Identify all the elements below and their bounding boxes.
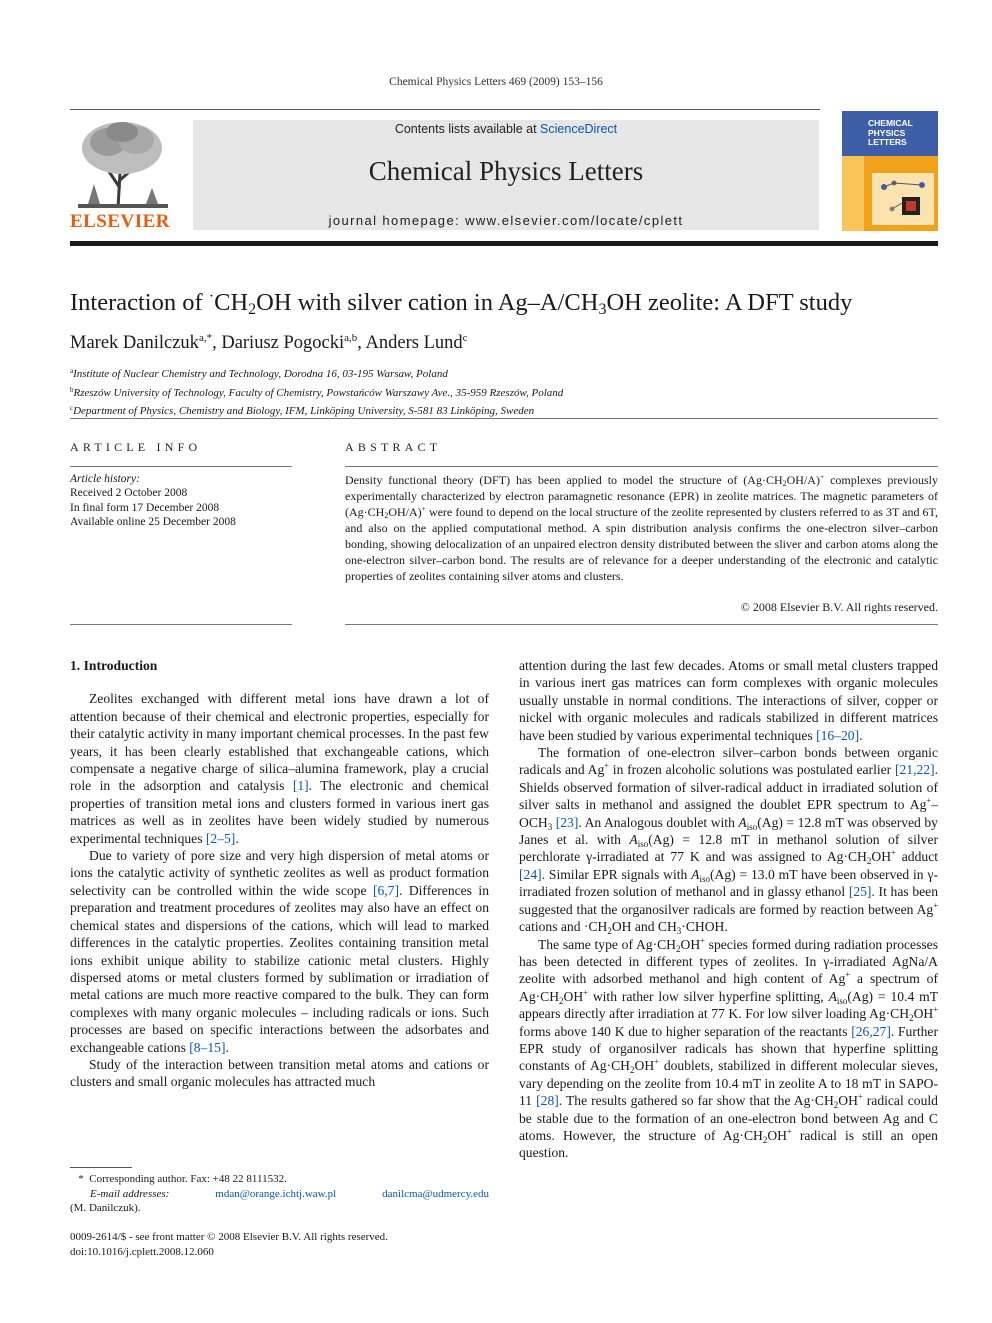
reference-link[interactable]: [21,22] [894, 762, 935, 778]
reference-link[interactable]: [26,27] [851, 1023, 891, 1039]
history-online: Available online 25 December 2008 [70, 515, 236, 528]
title-mid: OH with silver cation in Ag–A/CH [256, 289, 599, 317]
body-paragraph: The formation of one-electron silver–carbon bonds between organic radicals and Ag+ in frozen alcoholic solutions was postulated earlier [21,22]. Shields observed formation of silver-radical adduct in irradiated solution of silver salts in methanol and assigned the doublet EPR spectrum to $Ag^+-OCH_3$ [23]. An Analogous doublet with $A_{iso}(Ag) = 12.8$ mT was observed by Janes et al. with $A_{iso}(Ag) = 12.8$ mT in methanol solution of silver perchlorate γ-irradiated at 77 K and was assigned to $Ag\cdot CH_2OH^+$ adduct [24]. Similar EPR signals with $A_{iso}(Ag) = 13.0$ mT have been observed in γ-irradiated frozen solution of methanol and in glassy ethanol [25]. It has been suggested that the organosilver radicals are formed by reaction between Ag+ cations and $\cdot CH_2OH$ and $CH_3\cdot CHOH$. [519, 745, 939, 937]
footnote-emails [70, 1187, 489, 1202]
doi-line[interactable]: doi:10.1016/j.cplett.2008.12.060 [70, 1245, 214, 1258]
journal-masthead [193, 120, 819, 230]
affiliation-text: Department of Physics, Chemistry and Biology, IFM, Linköping University, S-581 83 Linköping, Sweden [73, 405, 535, 417]
affiliation-a [70, 364, 938, 383]
cover-title-line: LETTERS [868, 137, 907, 147]
article-history [70, 472, 292, 529]
cover-side-band [842, 156, 864, 231]
journal-cover-thumbnail [842, 111, 938, 231]
author-list [70, 332, 938, 354]
history-label: Article history: [70, 473, 140, 485]
issn-block [70, 1230, 489, 1259]
history-received: Received 2 October 2008 [70, 487, 188, 500]
title-sub-2: 2 [248, 301, 257, 319]
affiliation-text: Rzeszów University of Technology, Faculty of Chemistry, Powstańców Warszawy Ave., 35-959 Rzeszów, Poland [73, 386, 564, 399]
body-column-left [70, 657, 489, 1091]
body-paragraph: Zeolites exchanged with different metal ions have drawn a lot of attention because of their chemical and electronic properties, especially for their catalytic activity in many important chemical processes. In the past few years, it has been clearly established that exchangeable cations, which compensate a negative charge of silica–alumina framework, play a crucial role in the adsorption and catalysis [1]. The electronic and chemical properties of transition metal ions and clusters formed in various inert gas matrices as well as in zeolites have been widely studied by numerous experimental techniques [2–5]. [70, 691, 490, 846]
section-heading: 1. Introduction [70, 658, 158, 673]
history-revised: In final form 17 December 2008 [70, 501, 220, 514]
reference-link[interactable]: [1] [292, 778, 309, 794]
radical-dot: · [208, 288, 215, 305]
masthead-bottom-rule [70, 241, 938, 246]
reference-link[interactable]: [25] [848, 884, 872, 900]
reference-link[interactable]: [28] [536, 1093, 559, 1109]
contents-line [193, 122, 819, 136]
author-name[interactable]: Marek Danilczuk [70, 333, 199, 353]
title-post: OH zeolite: A DFT study [606, 289, 853, 317]
title-sub-3: 3 [598, 301, 607, 319]
sciencedirect-link[interactable]: ScienceDirect [540, 122, 618, 136]
reference-link[interactable]: [24] [519, 866, 542, 882]
journal-name: Chemical Physics Letters [368, 156, 644, 186]
footnote-rule [70, 1167, 132, 1168]
author-name[interactable]: , Dariusz Pogocki [212, 333, 345, 353]
cover-title [868, 119, 913, 148]
body-paragraph: attention during the last few decades. Atoms or small metal clusters trapped in various inert gas matrices can form complexes with organic molecules usually unstable in normal conditions. The interactions of silver, copper or nickel with organic molecules and radicals stabilized in different matrices have been studied by various experimental techniques [16–20]. [519, 658, 938, 743]
email-link[interactable]: danilcma@udmercy.edu [382, 1187, 489, 1200]
email-link[interactable]: mdan@orange.ichtj.waw.pl [215, 1187, 337, 1200]
contents-prefix: Contents lists available at [394, 122, 541, 136]
body-paragraph: Study of the interaction between transition metal atoms and cations or clusters and small organic molecules has attracted much [70, 1056, 489, 1090]
abstract-bottom-rule [345, 624, 938, 625]
corresponding-author-footnote [70, 1172, 489, 1216]
abstract-rule [345, 466, 938, 467]
body-paragraph: Due to variety of pore size and very high dispersion of metal atoms or ions the catalytic activity of synthetic zeolites as well as product formation selectivity can be controlled within the wide scope [6,7]. Differences in preparation and treatment procedures of zeolites may also have an effect on chemical states and dispersions of the cations, which will lead to marked differences in the catalytic properties. Zeolites containing transition metal ions exhibit unique ability to stabilize cationic metal clusters. Highly dispersed atoms or metal clusters formed by sublimation or irradiation of metal cations are much more reactive compared to the bulk. They can form complexes with many organic molecules – including radicals or ions. Such processes are based on specific interactions between the adsorbates and exchangeable cations [8–15]. [70, 848, 489, 1055]
affiliation-mark: b [70, 385, 74, 394]
elsevier-wordmark: ELSEVIER [69, 211, 171, 232]
article-info-bottom-rule [70, 624, 292, 625]
affiliation-mark: c [70, 404, 74, 412]
abstract-heading: ABSTRACT [345, 440, 442, 454]
issn-line: 0009-2614/$ - see front matter © 2008 Elsevier B.V. All rights reserved. [70, 1231, 388, 1243]
affiliation-mark: a [70, 367, 74, 375]
footnote-corresponding [70, 1172, 489, 1187]
affiliation-c [70, 401, 938, 420]
footnote-email-owner: (M. Danilczuk). [70, 1202, 141, 1214]
cover-graphic [872, 173, 934, 225]
author-affiliation-mark: a,b [344, 332, 358, 344]
cover-title-line: CHEMICAL [868, 118, 913, 128]
reference-link[interactable]: [6,7] [372, 882, 399, 898]
author-affiliation-mark: a,* [198, 332, 213, 344]
article-info-heading: ARTICLE INFO [70, 440, 202, 454]
body-paragraph: The same type of $Ag\cdot CH_2OH^+$ species formed during radiation processes has been detected in different types of zeolites. In γ-irradiated AgNa/A zeolite with adsorbed methanol and high content of Ag+ a spectrum of $Ag\cdot CH_2OH^+$ with rather low silver hyperfine splitting, $A_{iso}(Ag) = 10.4$ mT appears directly after irradiation at 77 K. For low silver loading $Ag\cdot CH_2OH^+$ forms above 140 K due to higher separation of the reactants [26,27]. Further EPR study of organosilver radicals has shown that hyperfine splitting constants of $Ag\cdot CH_2OH^+$ doublets, stabilized in different molecular sieves, vary depending on the zeolite from 10.4 mT in zeolite A to 18 mT in SAPO-11 [28]. The results gathered so far show that the $Ag\cdot CH_2OH^+$ radical could be stable due to the formation of an one-electron bond between Ag and C atoms. However, the structure of $Ag\cdot CH_2OH^+$ radical is still an open question. [519, 934, 938, 1161]
reference-link[interactable]: [8–15] [189, 1039, 226, 1055]
affiliation-text: Institute of Nuclear Chemistry and Technology, Dorodna 16, 03-195 Warsaw, Poland [73, 368, 448, 380]
abstract-copyright: © 2008 Elsevier B.V. All rights reserved. [740, 600, 938, 614]
header-rule [70, 109, 820, 110]
cover-title-line: PHYSICS [868, 127, 906, 138]
article-info-rule [70, 466, 292, 467]
article-title [70, 288, 938, 319]
affiliations [70, 364, 938, 420]
reference-link[interactable]: [2–5] [205, 830, 236, 846]
title-ch: CH [214, 289, 249, 317]
author-name[interactable]: , Anders Lund [357, 333, 463, 353]
footnote-mark: * [78, 1173, 84, 1185]
reference-link[interactable]: [23] [555, 814, 579, 830]
reference-link[interactable]: [16–20] [816, 727, 860, 743]
body-column-right [519, 657, 938, 1162]
email-label: E-mail addresses: [90, 1187, 170, 1200]
abstract-text: Density functional theory (DFT) has been applied to model the structure of $(Ag\cdot CH_2OH/A)^+$ complexes previously experimentally characterized by electron paramagnetic resonance (EPR) in zeolite matrices. The magnetic parameters of $(Ag\cdot CH_2OH/A)^+$ were found to depend on the local structure of the zeolite represented by clusters referred to as 3T and 6T, and also on the applied computational method. A spin distribution analysis confirms the one-electron silver–carbon bonding, showing delocalization of an unpaired electron density distributed between the sliver and carbon atoms along the one-electron silver–carbon bond. The results are of relevance for a deeper understanding of the electronic and catalytic properties of zeolites containing silver atoms and clusters. [345, 472, 939, 583]
footnote-text: Corresponding author. Fax: +48 22 8111532. [89, 1173, 287, 1185]
journal-homepage: journal homepage: www.elsevier.com/locate/cplett [328, 213, 684, 228]
journal-citation: Chemical Physics Letters 469 (2009) 153–156 [389, 76, 603, 88]
author-affiliation-mark: c [462, 332, 468, 344]
title-pre: Interaction of [70, 289, 209, 317]
affiliation-rule [70, 418, 938, 419]
affiliation-b [70, 383, 938, 402]
